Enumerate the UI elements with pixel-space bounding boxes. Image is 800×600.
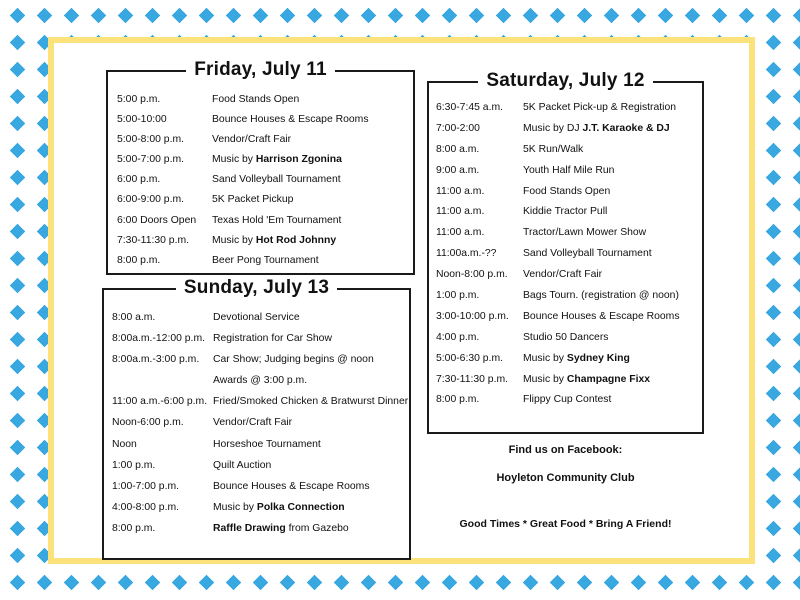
- event-time: 6:00-9:00 p.m.: [117, 194, 185, 206]
- event-description: [523, 286, 679, 307]
- schedule-row: [112, 391, 409, 412]
- event-text: Music by: [213, 501, 257, 513]
- event-description: [212, 231, 336, 251]
- schedule-row: [436, 161, 702, 182]
- event-time: 8:00 p.m.: [112, 522, 156, 534]
- event-text: Sand Volleyball Tournament: [212, 174, 341, 186]
- friday-events: [117, 90, 413, 271]
- event-time: 8:00a.m.-3:00 p.m.: [112, 354, 200, 366]
- schedule-row: [112, 518, 409, 539]
- event-text: Car Show; Judging begins @ noon: [213, 354, 374, 366]
- event-text-suffix: from Gazebo: [285, 522, 349, 534]
- club-name: Hoyleton Community Club: [496, 472, 635, 484]
- event-description: [212, 251, 319, 271]
- event-description: [213, 412, 292, 433]
- schedule-row: [436, 244, 702, 265]
- event-time: 5:00-6:30 p.m.: [436, 352, 504, 364]
- schedule-row: [112, 476, 409, 497]
- saturday-events: [436, 98, 702, 411]
- friday-schedule-box: [106, 59, 415, 275]
- schedule-row: [117, 130, 413, 150]
- schedule-row: [117, 231, 413, 251]
- schedule-row: [436, 349, 702, 370]
- event-text: Music by: [523, 352, 567, 364]
- event-time: 7:00-2:00: [436, 122, 480, 134]
- event-description: [523, 202, 607, 223]
- event-text: Sand Volleyball Tournament: [523, 248, 652, 260]
- event-description: [213, 476, 370, 497]
- schedule-row: [436, 98, 702, 119]
- event-text: Devotional Service: [213, 312, 300, 323]
- event-text: Vendor/Craft Fair: [212, 134, 292, 146]
- event-time: 5:00 p.m.: [117, 94, 161, 105]
- event-time: 11:00 a.m.: [436, 185, 485, 197]
- sunday-heading: Sunday, July 13: [104, 276, 409, 300]
- event-description: [523, 328, 608, 349]
- event-text: Tractor/Lawn Mower Show: [523, 227, 647, 239]
- event-time: Noon-6:00 p.m.: [112, 417, 184, 429]
- event-time: 6:00 Doors Open: [117, 214, 197, 226]
- event-text: Vendor/Craft Fair: [213, 417, 293, 429]
- event-time: 4:00-8:00 p.m.: [112, 501, 180, 513]
- event-text: Studio 50 Dancers: [523, 331, 609, 343]
- event-time: Noon: [112, 438, 137, 450]
- event-text: Registration for Car Show: [213, 333, 332, 345]
- event-description: [523, 223, 646, 244]
- event-description: [213, 328, 332, 349]
- event-text: Bounce Houses & Escape Rooms: [212, 114, 369, 126]
- event-text: Awards @ 3:00 p.m.: [213, 375, 308, 387]
- schedule-row: [117, 110, 413, 130]
- event-time: 9:00 a.m.: [436, 164, 480, 176]
- schedule-row: [117, 211, 413, 231]
- event-time: 1:00-7:00 p.m.: [112, 480, 180, 492]
- event-description: [213, 434, 321, 455]
- event-text: Vendor/Craft Fair: [523, 269, 603, 281]
- event-highlight: Polka Connection: [256, 501, 345, 513]
- event-text: Food Stands Open: [523, 185, 611, 197]
- event-time: 8:00 p.m.: [436, 394, 480, 406]
- schedule-row: [436, 370, 702, 391]
- event-time: 8:00 a.m.: [112, 312, 156, 323]
- schedule-row: [436, 390, 702, 411]
- event-text: Youth Half Mile Run: [523, 164, 615, 176]
- event-description: [213, 391, 408, 412]
- schedule-row: [436, 307, 702, 328]
- event-text: Bags Tourn. (registration @ noon): [523, 290, 679, 302]
- schedule-row: [112, 434, 409, 455]
- event-time: 8:00a.m.-12:00 p.m.: [112, 333, 205, 345]
- friday-heading: Friday, July 11: [108, 58, 413, 82]
- event-highlight: Raffle Drawing: [213, 522, 286, 534]
- event-time: 11:00 a.m.: [436, 206, 485, 218]
- event-description: [213, 497, 345, 518]
- event-description: [523, 307, 680, 328]
- schedule-row: [117, 170, 413, 190]
- event-text: 5K Packet Pick-up & Registration: [523, 102, 677, 113]
- event-text: Bounce Houses & Escape Rooms: [523, 310, 680, 322]
- schedule-row: [436, 202, 702, 223]
- event-description: [213, 307, 300, 328]
- event-text: Beer Pong Tournament: [212, 254, 319, 266]
- schedule-row: [112, 455, 409, 476]
- event-description: [523, 161, 614, 182]
- sunday-events: [112, 307, 409, 539]
- event-highlight: Champagne Fixx: [566, 373, 651, 385]
- event-description: [212, 211, 341, 231]
- event-text: Texas Hold 'Em Tournament: [212, 214, 342, 226]
- event-description: [213, 370, 307, 391]
- schedule-row: [436, 286, 702, 307]
- event-description: [213, 518, 349, 539]
- event-description: [213, 455, 271, 476]
- event-text: 5K Packet Pickup: [212, 194, 294, 206]
- schedule-row: [112, 307, 409, 328]
- event-text: Music by: [212, 154, 256, 166]
- schedule-row: [112, 412, 409, 433]
- schedule-row: [112, 328, 409, 349]
- event-time: 1:00 p.m.: [112, 459, 156, 471]
- event-time: 11:00a.m.-??: [436, 248, 497, 260]
- event-text: Fried/Smoked Chicken & Bratwurst Dinner: [213, 396, 409, 408]
- event-text: Quilt Auction: [213, 459, 272, 471]
- event-time: 1:00 p.m.: [436, 290, 480, 302]
- schedule-row: [436, 182, 702, 203]
- event-text: Bounce Houses & Escape Rooms: [213, 480, 370, 492]
- event-description: [212, 110, 369, 130]
- saturday-schedule-box: [427, 70, 704, 434]
- event-time: Noon-8:00 p.m.: [436, 269, 508, 281]
- event-description: [523, 182, 610, 203]
- event-time: 6:00 p.m.: [117, 174, 161, 186]
- event-time: 5:00-8:00 p.m.: [117, 134, 185, 146]
- sunday-schedule-box: [102, 277, 411, 560]
- schedule-row: [117, 150, 413, 170]
- event-description: [523, 244, 652, 265]
- event-text: Horseshoe Tournament: [213, 438, 321, 450]
- event-description: [212, 90, 299, 110]
- schedule-row: [436, 265, 702, 286]
- tagline: Good Times * Great Food * Bring A Friend!: [459, 518, 672, 530]
- schedule-row: [436, 119, 702, 140]
- event-text: Flippy Cup Contest: [523, 394, 612, 406]
- event-description: [523, 265, 602, 286]
- schedule-row: [112, 349, 409, 370]
- schedule-row: [117, 251, 413, 271]
- event-description: [523, 119, 670, 140]
- event-time: 6:30-7:45 a.m.: [436, 102, 504, 113]
- facebook-label: Find us on Facebook:: [508, 444, 623, 456]
- event-description: [213, 349, 374, 370]
- event-time: 4:00 p.m.: [436, 331, 480, 343]
- saturday-heading: Saturday, July 12: [429, 69, 702, 93]
- event-time: [112, 370, 213, 391]
- event-time: 11:00 a.m.: [436, 227, 485, 239]
- schedule-row: [436, 328, 702, 349]
- event-text: Music by: [212, 234, 256, 246]
- event-description: [523, 349, 630, 370]
- event-highlight: Sydney King: [566, 352, 630, 364]
- event-description: [523, 390, 611, 411]
- event-description: [523, 140, 583, 161]
- event-highlight: Hot Rod Johnny: [255, 234, 337, 246]
- poster-frame: [48, 37, 755, 564]
- event-description: [212, 150, 342, 170]
- event-description: [212, 130, 291, 150]
- event-text: Music by: [523, 373, 567, 385]
- event-time: 11:00 a.m.-6:00 p.m.: [112, 396, 208, 408]
- schedule-row: [112, 370, 409, 391]
- event-time: 5:00-10:00: [117, 114, 167, 126]
- schedule-row: [117, 190, 413, 210]
- event-time: 7:30-11:30 p.m.: [436, 373, 509, 385]
- event-highlight: Harrison Zgonina: [255, 154, 342, 166]
- event-description: [212, 190, 293, 210]
- schedule-row: [112, 497, 409, 518]
- event-time: 7:30-11:30 p.m.: [117, 234, 190, 246]
- event-highlight: J.T. Karaoke & DJ: [582, 122, 670, 134]
- event-time: 8:00 p.m.: [117, 254, 161, 266]
- event-description: [523, 370, 650, 391]
- poster-inner: [54, 43, 749, 558]
- event-time: 5:00-7:00 p.m.: [117, 154, 185, 166]
- schedule-row: [117, 90, 413, 110]
- event-text: 5K Run/Walk: [523, 143, 584, 155]
- event-description: [523, 98, 676, 119]
- event-description: [212, 170, 341, 190]
- event-text: Food Stands Open: [212, 94, 300, 105]
- event-text: Music by DJ: [523, 122, 583, 134]
- event-time: 8:00 a.m.: [436, 143, 480, 155]
- event-time: 3:00-10:00 p.m.: [436, 310, 509, 322]
- event-text: Kiddie Tractor Pull: [523, 206, 608, 218]
- schedule-row: [436, 140, 702, 161]
- schedule-row: [436, 223, 702, 244]
